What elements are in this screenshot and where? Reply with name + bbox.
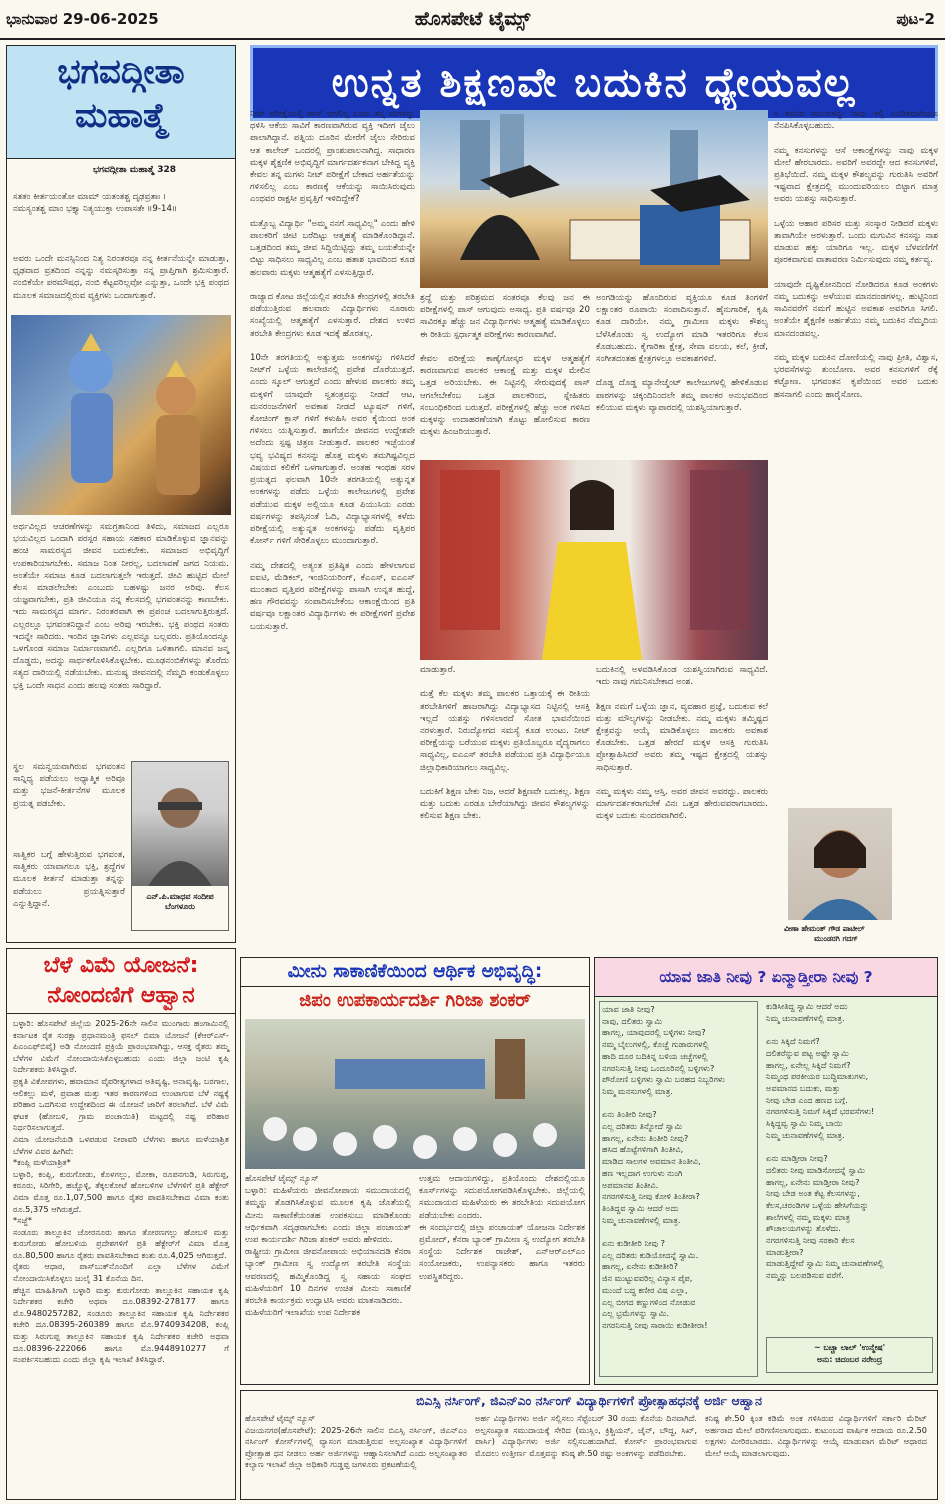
- lead-column-1: ನೀಟ್ ಪರೀಕ್ಷೆಯಲ್ಲಿ ಪಾಸ್ ಆಗಲಿಲ್ಲ ಎಂದು ತನ್ನ ಮಗಳನ್ನು ಥಳಿಸಿ ಆಕೆಯ ಸಾವಿಗೆ ಕಾರಣವಾಗಿರುವ ವ್ಯಕ್ತಿ ಇದೀಗ ಜೈಲು ಪಾಲಾಗಿದ್ದಾನೆ. ಪತ್ನಿಯ ದೂರಿನ ಮೇರೆಗೆ ಜೈಲು ಸೇರಿರುವ ಆತ ಕಾಲೇಜ್ ಒಂದರಲ್ಲಿ ಪ್ರಾಂಶುಪಾಲನಾಗಿದ್ದ. ಸಾಧಾರಣ ಮಕ್ಕಳ ಶೈಕ್ಷಣಿಕ ಅಭಿವೃದ್ಧಿಗೆ ಮಾರ್ಗದರ್ಶಕನಾಗ ಬೇಕಿದ್ದ ವ್ಯಕ್ತಿ ಕೇವಲ ತನ್ನ ಮಗಳು ನೀಟ್ ಪರೀಕ್ಷೆಗೆ ಬೇಕಾದ ಅರ್ಹತೆಯನ್ನು ಗಳಿಸಲಿಲ್ಲ ಎಂಬ ಕಾರಣಕ್ಕೆ ಆಕೆಯನ್ನು ಸಾಯಿಸಿರುವುದು ಎಂಥವರ ರಾಕ್ಷಸೀ ಪ್ರವೃತ್ತಿಗೆ ಇಳಿದಿದ್ದೇಕೆ? ಮತ್ತೊಬ್ಬ ವಿದ್ಯಾರ್ಥಿ "ಅಮ್ಮ ನನಗೆ ಸಾಧ್ಯವಿಲ್ಲ" ಎಂದು ಹೇಳಿ ಪಾಲಕರಿಗೆ ಚೀಟಿ ಬರೆದಿಟ್ಟು ಆತ್ಮಹತ್ಯೆ ಮಾಡಿಕೊಂಡಿದ್ದಾನೆ. ಒತ್ತಡದಿಂದ ತಮ್ಮ ಜೀವ ಸಿದ್ದಿಯಿಟ್ಟಿದ್ದು ತಮ್ಮ ಬಯಕೆಯನ್ನೇ ಬಿಟ್ಟು ಸಾಧಿಸಲು ಸಾಧ್ಯವಿಲ್ಲ ಎಂಬ ಹತಾಶ ಭಾವದಿಂದ ಕೂಡ ಹಲವಾರು ಮಕ್ಕಳು ಆತ್ಮಹತ್ಯೆಗೆ ಎಳಸುತ್ತಿದ್ದಾರೆ. ರಾಜ್ಯಾದ ಕೋಟ ಜಿಲ್ಲೆಯಲ್ಲಿನ ತರಬೇತಿ ಕೇಂದ್ರಗಳಲ್ಲಿ ತರಬೇತಿ ಪಡೆಯುತ್ತಿರುವ ಹಲವಾರು ವಿದ್ಯಾರ್ಥಿಗಳು ನೂರಾರು ಸಂಖ್ಯೆಯಲ್ಲಿ ಆತ್ಮಹತ್ಯೆಗೆ ಎಳಸುತ್ತಾರೆ. ದೇಶದ ಉಳಿದ ತರಬೇತಿ ಕೇಂದ್ರಗಳು ಕೂಡ ಇದಕ್ಕೆ ಹೊರತಲ್ಲ. 10ನೇ ತರಗತಿಯಲ್ಲಿ ಅತ್ಯುತ್ತಮ ಅಂಕಗಳನ್ನು ಗಳಿಸಿದರೆ ನೀಟ್‌ಗೆ ಒಳ್ಳೆಯ ಕಾಲೇಜಿನಲ್ಲಿ ಪ್ರವೇಶ ದೊರೆಯುತ್ತದೆ. ಎಂದು ಸ್ಕೂಲ್ ಆಗುತ್ತದೆ ಎಂದು ಹೇಳುವ ಪಾಲಕರು ತಮ್ಮ ಮಕ್ಕಳಿಗೆ ಯಾವುದೇ ಸ್ವತಂತ್ರವನ್ನು ನೀಡದೆ ಆಟ, ಮನರಂಜನೆಗಳಿಗೆ ಅವಕಾಶ ನೀಡದೆ ಟ್ಯೂಷನ್ ಗಳಿಗೆ, ಕೋಚಿಂಗ್ ಕ್ಲಾಸ್ ಗಳಿಗೆ ಕಳುಹಿಸಿ ಅವರ ಕೈಯಿಂದ ಅಂಕ ಗಳಿಸಲು ಯತ್ನಿಸುತ್ತಾರೆ. ಹಾಗೆಯೇ ಜೀವನದ ಉದ್ದೇಶವೇ ಅದೆಂದು ಸ್ಪಷ್ಟ ಚಿತ್ರಣ ನೀಡುತ್ತಾರೆ. ಪಾಲಕರ ಇಚ್ಛೆಯಂತೆ ಭವ್ಯ ಭವಿಷ್ಯದ ಕನಸನ್ನು ಹೊತ್ತ ಮಕ್ಕಳು ತಮಗಿಷ್ಟವಿಲ್ಲದ ವಿಷಯದ ಕಲಿಕೆಗೆ ಒಳಗಾಗುತ್ತಾರೆ. ಅಂತಹ ಇಂಥಹ ಸರಳ ಪ್ರಯತ್ನದ ಫಲವಾಗಿ 10ನೇ ತರಗತಿಯಲ್ಲಿ ಅತ್ಯುನ್ನತ ಅಂಕಗಳನ್ನು ಪಡೆದು ಒಳ್ಳೆಯ ಕಾಲೇಜುಗಳಲ್ಲಿ ಪ್ರವೇಶ ಪಡೆಯುವ ಮಕ್ಕಳ ಅಲ್ಲಿಯೂ ಕೂಡ ಪಿಯುಸಿಯ ಎರಡು ವರ್ಷಗಳನ್ನು ತಪಸ್ಸಿನಂತೆ ಓದಿ, ವಿದ್ಯಾಭ್ಯಾಸಗಳಲ್ಲಿ ಕಳೆದು ಪರೀಕ್ಷೆಯಲ್ಲಿ ಅತ್ಯುನ್ನತ ಅಂಕಗಳನ್ನು ಪಡೆದು ವೃತ್ತಿಪರ ಕೋರ್ಸ್ ಗಳಿಗೆ ಸೇರಿಕೊಳ್ಳಲು ಮುಂದಾಗುತ್ತಾರೆ. ನಮ್ಮ ದೇಶದಲ್ಲಿ ಅತ್ಯಂತ ಪ್ರತಿಷ್ಠಿತ ಎಂದು ಹೇಳಲಾಗುವ ಐಐಟಿ, ಮೆಡಿಕಲ್, ಇಂಜಿನಿಯರಿಂಗ್, ಕೆಎಎಸ್, ಐಎಎಸ್ ಮುಂತಾದ ವೃತ್ತಿಪರ ಪರೀಕ್ಷೆಗಳನ್ನು ಪಾಸಾಗಿ ಉನ್ನತ ಹುದ್ದೆ, ಹಣ ಗೌರವವನ್ನು ಸಂಪಾದಿಸಬೇಕೆಂಬ ಆಕಾಂಕ್ಷೆಯಿಂದ ಪ್ರತಿ ವರ್ಷವೂ ಲಕ್ಷಾಂತರ ವಿದ್ಯಾರ್ಥಿಗಳು ಈ ಪರೀಕ್ಷೆಗಳಿಗೆ ಪ್ರವೇಶ ಬಯಸುತ್ತಾರೆ.: [250, 109, 415, 632]
- lead-author-name: ವೀಣಾ ಹೇಮಂತ್ ಗೌಡ ಪಾಟೀಲ್: [784, 924, 865, 933]
- poem-author-name: ~ ಬಚ್ಚಾ ಲಾಲ್ 'ಉನ್ಮೇಷ': [813, 1343, 886, 1352]
- lead-headline: ಉನ್ನತ ಶಿಕ್ಷಣವೇ ಬದುಕಿನ ಧ್ಯೇಯವಲ್ಲ: [331, 60, 857, 106]
- poem-title: ಯಾವ ಜಾತಿ ನೀವು ? ಏನ್ಮಾಡ್ತೀರಾ ನೀವು ?: [659, 967, 873, 986]
- nursing-article: [240, 1390, 938, 1500]
- gita-subtitle: ಭಗವದ್ಗೀತಾ ಮಹಾತ್ಮೆ 328: [93, 165, 177, 175]
- paper-name: ಹೊಸಪೇಟೆ ಟೈಮ್ಸ್: [414, 8, 531, 30]
- gita-body-side1: [13, 761, 125, 933]
- nursing-column-1: ಹೊಸಪೇಟೆ ಟೈಮ್ಸ್ ನ್ಯೂಸ್ ವಿಜಯನಗರ(ಹೊಸಪೇಟೆ): 2025-26ನೇ ಸಾಲಿನ ಬಿಎಸ್ಸಿ ನರ್ಸಿಂಗ್, ಜಿಎನ್‌ಎಂ ನರ್ಸಿಂಗ್ ಕೋರ್ಸ್‌ಗಳಲ್ಲಿ ವ್ಯಾಸಂಗ ಮಾಡುತ್ತಿರುವ ಅಲ್ಪಸಂಖ್ಯಾತ ವಿದ್ಯಾರ್ಥಿಗಳಿಗೆ ಪ್ರೋತ್ಸಾಹ ಧನ ನೀಡಲು ಅರ್ಹ ಅರ್ಜಿಗಳನ್ನು ಆಹ್ವಾನಿಸಲಾಗಿದೆ ಎಂದು ಅಲ್ಪಸಂಖ್ಯಾತರ ಕಲ್ಯಾಣ ಇಲಾಖೆ ಜಿಲ್ಲಾ ಅಧಿಕಾರಿ ಗುಡ್ಡಪ್ಪ ಜಗಳೂರು ಪ್ರಕಟಣೆಯಲ್ಲಿ: [245, 1413, 467, 1470]
- poem-header: [595, 958, 937, 997]
- author-portrait-icon: [132, 762, 228, 886]
- insurance-body: ಬಳ್ಳಾರಿ: ಹೊಸಪೇಟೆ ಜಿಲ್ಲೆಯ 2025-26ನೇ ಸಾಲಿನ ಮುಂಗಾರು ಹಂಗಾಮಿನಲ್ಲಿ ಕರ್ನಾಟಕ ರೈತ ಸುರಕ್ಷಾ ಪ್ರಧಾನಮಂತ್ರಿ ಫಸಲ್ ಬಿಮಾ ಯೋಜನೆ (ಕೆಆರ್‌ಎಸ್-ಪಿಎಂಎಫ್‌ಬಿವೈ) ಅಡಿ ನೋಂದಣಿ ಪ್ರಕ್ರಿಯೆ ಪ್ರಾರಂಭವಾಗಿದ್ದು, ಆಸಕ್ತ ರೈತರು ತಮ್ಮ ಬೆಳೆಗಳ ವಿಮೆಗೆ ನೋಂದಾಯಿಸಿಕೊಳ್ಳಬಹುದು ಎಂದು ಜಿಲ್ಲಾ ಜಂಟಿ ಕೃಷಿ ನಿರ್ದೇಶಕರು ತಿಳಿಸಿದ್ದಾರೆ. ಪ್ರಕೃತಿ ವಿಕೋಪಗಳು, ಹವಾಮಾನ ವೈಪರೀತ್ಯಗಳಾದ ಅತಿವೃಷ್ಟಿ, ಅನಾವೃಷ್ಟಿ, ಬರಗಾಲ, ಆಲಿಕಲ್ಲು ಮಳೆ, ಪ್ರವಾಹ ಮತ್ತು ಇತರ ಕಾರಣಗಳಿಂದ ಉಂಟಾಗುವ ಬೆಳೆ ನಷ್ಟಕ್ಕೆ ಪರಿಹಾರ ಒದಗಿಸುವ ಉದ್ದೇಶದಿಂದ ಈ ಯೋಜನೆ ಜಾರಿಗೆ ತರಲಾಗಿದೆ. ಬೆಳೆ ವಿಮೆ ಘಟಕ (ಹೋಬಳಿ, ಗ್ರಾಮ ಪಂಚಾಯಿತಿ) ಮಟ್ಟದಲ್ಲಿ ನಷ್ಟ ಪರಿಹಾರ ನಿರ್ಧರಿಸಲಾಗುತ್ತದೆ. ವಿಮಾ ಯೋಜನೆಯಡಿ ಒಳಪಡುವ ನೀರಾವರಿ ಬೆಳೆಗಳು ಹಾಗೂ ಮಳೆಯಾಶ್ರಿತ ಬೆಳೆಗಳ ವಿವರ ಹೀಗಿವೆ: *ಕಂಪ್ಲಿ ಮಳೆಯಾಶ್ರಿತ* ಬಳ್ಳಾರಿ, ಕಂಪ್ಲಿ, ಕುರುಗೋಡು, ಕೊಳಗಲ್ಲು, ಮೋಕಾ, ರೂಪನಗುಡಿ, ಸಿರುಗುಪ್ಪ, ಕರೂರು, ಸಿರಿಗೇರಿ, ಹಚ್ಚೊಳ್ಳಿ, ತೆಕ್ಕಲಕೋಟೆ ಹೋಬಳಿಗಳ ಬೆಳೆಗಳಿಗೆ ಪ್ರತಿ ಹೆಕ್ಟೇರ್ ವಿಮಾ ಮೊತ್ತ ರೂ.1,07,500 ಹಾಗೂ ರೈತರ ಪಾವತಿಸಬೇಕಾದ ವಿಮಾ ಕಂತು ರೂ.5,375 ಆಗಿರುತ್ತದೆ. *ಸಜ್ಜೆ* ಸಂಡೂರು ತಾಲ್ಲೂಕಿನ ಚೋರನೂರು ಹಾಗೂ ತೋರಣಗಲ್ಲು ಹೋಬಳಿ ಮತ್ತು ಕುರುಗೋಡು ಹೋಬಳಿಯ ಪ್ರದೇಶಗಳಿಗೆ ಪ್ರತಿ ಹೆಕ್ಟೇರ್‌ಗೆ ವಿಮಾ ಮೊತ್ತ ರೂ.80,500 ಹಾಗೂ ರೈತರು ಪಾವತಿಸಬೇಕಾದ ಕಂತು ರೂ.4,025 ಆಗಿರುತ್ತದೆ. ರೈತರು ಆಧಾರ, ಪಾಸ್‌ಬುಕ್‌ನೊಂದಿಗೆ ಎಲ್ಲಾ ಬೆಳೆಗಳ ವಿಮೆಗೆ ನೋಂದಾಯಿಸಿಕೊಳ್ಳಲು ಜುಲೈ 31 ಕೊನೆಯ ದಿನ. ಹೆಚ್ಚಿನ ಮಾಹಿತಿಗಾಗಿ ಬಳ್ಳಾರಿ ಮತ್ತು ಕುರುಗೋಡು ತಾಲ್ಲೂಕಿನ ಸಹಾಯಕ ಕೃಷಿ ನಿರ್ದೇಶಕರ ಕಚೇರಿ ಅಥವಾ ದೂ.08392-278177 ಹಾಗೂ ಮೊ.9480257282, ಸಂಡೂರು ತಾಲ್ಲೂಕಿನ ಸಹಾಯಕ ಕೃಷಿ ನಿರ್ದೇಶಕರ ಕಚೇರಿ ದೂ.08395-260389 ಹಾಗೂ ಮೊ.9740934208, ಕಂಪ್ಲಿ ಮತ್ತು ಸಿರುಗುಪ್ಪ ತಾಲ್ಲೂಕಿನ ಸಹಾಯಕ ಕೃಷಿ ನಿರ್ದೇಶಕರ ಕಚೇರಿ ಅಥವಾ ದೂ.08396-222066 ಹಾಗೂ ಮೊ.9448910277 ಗೆ ಸಂಪರ್ಕಿಸಬಹುದು ಎಂದು ಜಿಲ್ಲಾ ಕೃಷಿ ಇಲಾಖೆ ತಿಳಿಸಿದ್ದಾರೆ.: [13, 1018, 229, 1365]
- fish-training-image: [245, 1019, 585, 1169]
- graduation-books-image: [420, 110, 768, 288]
- gita-author-photo: [132, 762, 228, 886]
- meeting-scene-icon: [245, 1019, 585, 1169]
- gita-body-side1-text: ಸ್ಥಲ ಸಮನ್ವಯವಾಗಿರುವ ಭಗವಂತನ ಸಾನ್ನಿಧ್ಯ ಪಡೆಯಲು ಅಧ್ಯಾತ್ಮಿಕ ಅರಿವೂ ಮತ್ತು ಭಜನೆ-ಕೀರ್ತನೆಗಳ ಮೂಲಕ ಪ್ರಯತ್ನ ಪಡಬೇಕು.: [13, 762, 125, 809]
- masthead: [0, 0, 945, 40]
- fish-column-1: ಹೊಸಪೇಟೆ ಟೈಮ್ಸ್ ನ್ಯೂಸ್ ಬಳ್ಳಾರಿ: ಮಹಿಳೆಯರು ಜೀವನೋಪಾಯ ಸಮುದಾಯದಲ್ಲಿ ತಮ್ಮನ್ನು ತೊಡಗಿಸಿಕೊಳ್ಳುವ ಮೂಲಕ ಕೃಷಿ ಜೊತೆಯಲ್ಲಿ ಮೀನು ಸಾಕಾಣಿಕೆಯಂತಹ ಉಪಕಸುಬು ಮಾಡಿಕೊಂಡು ಆರ್ಥಿಕವಾಗಿ ಸದೃಢರಾಗಬೇಕು ಎಂದು ಜಿಲ್ಲಾ ಪಂಚಾಯತ್ ಉಪ ಕಾರ್ಯದರ್ಶಿ ಗಿರಿಜಾ ಶಂಕರ್ ಅವರು ಹೇಳಿದರು. ರಾಷ್ಟ್ರೀಯ ಗ್ರಾಮೀಣ ಜೀವನೋಪಾಯ ಅಭಿಯಾನದಡಿ ಕೆನರಾ ಬ್ಯಾಂಕ್ ಗ್ರಾಮೀಣ ಸ್ವ ಉದ್ಯೋಗ ತರಬೇತಿ ಸಂಸ್ಥೆಯ ಆವರಣದಲ್ಲಿ ಹಮ್ಮಿಕೊಂಡಿದ್ದ ಸ್ವ ಸಹಾಯ ಸಂಘದ ಮಹಿಳೆಯರಿಗೆ 10 ದಿನಗಳ ಉಚಿತ ಮೀನು ಸಾಕಾಣಿಕೆ ತರಬೇತಿ ಕಾರ್ಯಕ್ರಮ ಉದ್ಘಾಟಿಸಿ ಅವರು ಮಾತನಾಡಿದರು. ಮಹಿಳೆಯರಿಗೆ ಇಲಾಖೆಯ ಉಪ ನಿರ್ದೇಶಕ: [245, 1174, 411, 1319]
- poem-column-2-text: ಕುಡಿಸೀತಿದ್ದ ಸ್ವಾಮಿ ಆದರೆ ಅದು ನಿಮ್ಮ ಚುನಾವಣೆಗಳಲ್ಲಿ ಮಾತ್ರ. ಏನು ಸಿಕ್ಕಿದೆ ನಿಮಗೆ? ದಲಿತರೆನ್ನುವ ಪಟ್ಟ ಅಷ್ಟೇ ಸ್ವಾಮಿ ಹಾಗಲ್ಲ, ಏನೇಲ್ಲ ಸಿಕ್ಕಿದೆ ನಿಮಗೆ? ನಿಮ್ಮಂಥ ಪರಕೀಯರ ಬುದ್ಧಿಮಾತುಗಳು, ಅವಮಾನದ ಬದುಕು, ಮತ್ತು ನೀವು ಬೇಡ ಎಂದ ಹಣದ ಬಗ್ಗೆ. ನಗರಗಳಿಸುತ್ತಿ ನಿಮಗೆ ಸಿಕ್ಕಿದೆ ಭರವಸೆಗಳು! ಸಿಕ್ಕಿದ್ದವ್ವ ಸ್ವಾಮಿ ನಿಮ್ಮ ಬಾಯಿ ನಿಮ್ಮ ಚುನಾವಣೆಗಳಲ್ಲಿ ಮಾತ್ರ. ಏನು ಮಾಡ್ತೀರಾ ನೀವು? ದಲಿತರು ನೀವು ಮಾಡಿಸೋದನ್ನೆ ಸ್ವಾಮಿ ಹಾಗಲ್ಲ, ಏನೇನು ಮಾಡ್ತೀರಾ ನೀವು? ನೀವು ಬೇಡ ಅಂತ ಕೆಟ್ಟ ಕೆಲಸಗಳನ್ನು, ಕೆಲಸ,ಚರಂಡಿಗಳ ಒಳ್ಳೆಯ ಹೇಸಿಗೆಯನ್ನು ಶಾಲೆಗಳಲ್ಲಿ ನಮ್ಮ ಮಕ್ಕಳು ಮಾತ್ರ ಶೌಚಾಲಯಗಳನ್ನು ತೊಳೆದು. ನಗರಗಳಿಸುತ್ತಿ ನೀವು ಸರಕಾರಿ ಕೆಲಸ ಮಾಡುತ್ತೀರಾ? ಮಾಡುತ್ತಿದ್ದೇವೆ ಸ್ವಾಮಿ ನಿಮ್ಮ ಚುನಾವಣೆಗಳಲ್ಲಿ ನಮ್ಮನ್ನು ಬಲಪಡಿಸುವ ವರೆಗೆ.: [766, 1001, 884, 1281]
- krishna-figure-icon: [11, 315, 231, 515]
- lead-author-box: [784, 808, 932, 946]
- nursing-headline: ಬಿಎಸ್ಸಿ ನರ್ಸಿಂಗ್, ಜಿಎನ್‌ಎಂ ನರ್ಸಿಂಗ್ ವಿದ್ಯಾರ್ಥಿಗಳಿಗೆ ಪ್ರೋತ್ಸಾಹಧನಕ್ಕೆ ಅರ್ಜಿ ಆಹ್ವಾನ: [416, 1393, 762, 1408]
- fish-title-line2: ಜಿಪಂ ಉಪಕಾರ್ಯದರ್ಶಿ ಗಿರಿಜಾ ಶಂಕರ್: [299, 990, 531, 1011]
- poem-column-2: [766, 1001, 933, 1377]
- insurance-title-line1: ಬೆಳೆ ವಿಮೆ ಯೋಜನೆ:: [43, 953, 199, 978]
- gita-title-line1: ಭಗವದ್ಗೀತಾ: [57, 52, 185, 92]
- lead-author-place: ಮುಂಡರಗಿ ಗದಗ್: [814, 934, 858, 943]
- gita-author-place: ಬೆಂಗಳೂರು: [165, 902, 195, 911]
- gita-body-side2-text: ಸಾತ್ವಿಕರ ಬಗ್ಗೆ ಹೇಳುತ್ತಿರುವ ಭಗವಂತ, ಸಾತ್ವಿಕರು ಯಾವಾಗಲೂ ಭಕ್ತಿ, ಶ್ರದ್ಧೆಗಳ ಮೂಲಕ ಕೀರ್ತನೆ ಮಾಡುತ್ತಾ ತನ್ನನ್ನು ಪಡೆಯಲು ಪ್ರಯತ್ನಿಸುತ್ತಾರೆ ಎನ್ನುತ್ತಿದ್ದಾನೆ.: [13, 850, 125, 909]
- lead-column-2: ಶ್ರದ್ಧೆ ಮತ್ತು ಪರಿಶ್ರಮದ ಸಂತರವೂ ಕೆಲವು ಜನ ಈ ಪರೀಕ್ಷೆಗಳಲ್ಲಿ ಪಾಸ್ ಆಗುವುದು ಅಸಾಧ್ಯ. ಪ್ರತಿ ವರ್ಷವೂ 20 ಸಾವಿರಕ್ಕೂ ಹೆಚ್ಚು ಜನ ವಿದ್ಯಾರ್ಥಿಗಳು ಆತ್ಮಹತ್ಯೆ ಮಾಡಿಕೊಳ್ಳಲು ಈ ರೀತಿಯ ಸ್ಪರ್ಧಾತ್ಮಕ ಪರೀಕ್ಷೆಗಳು ಕಾರಣವಾಗಿವೆ. ಕೇವಲ ಪರೀಕ್ಷೆಯ ಕಾಣ್ಕೆಗೋಸ್ಕರ ಮಕ್ಕಳ ಆತ್ಮಹತ್ಯೆಗೆ ಕಾರಣವಾಗುವ ಪಾಲಕರ ಆಕಾಂಕ್ಷೆ ಮತ್ತು ಮಕ್ಕಳ ಮೇಲಿನ ಒತ್ತಡ ಅರಿಯಬೇಕು. ಈ ನಿಟ್ಟಿನಲ್ಲಿ ಸೇರುವುದಕ್ಕೆ ಪಾಸ್ ಆಗಲೇಬೇಕೆಂಬ ಒತ್ತಡ ಪಾಲಕರಿಂದ, ಸ್ನೇಹಿತರು ಸಂಬಂಧಿಕರಿಂದ ಬರುತ್ತದೆ. ಪರೀಕ್ಷೆಗಳಲ್ಲಿ ಹೆಚ್ಚು ಅಂಕ ಗಳಿಸಿದ ಮಕ್ಕಳನ್ನು ಉದಾಹರಣೆಯಾಗಿ ಕೊಟ್ಟು ಹೋಲಿಸುವ ಕಾರಣ ಮಕ್ಕಳು ಹಿಂಜರಿಯುತ್ತಾರೆ.: [420, 293, 590, 438]
- lead-author-photo: [788, 808, 892, 920]
- gita-author-box: [131, 761, 229, 931]
- nursing-column-2: ಅರ್ಹ ವಿದ್ಯಾರ್ಥಿಗಳು ಅರ್ಜಿ ಸಲ್ಲಿಸಲು ಸೆಪ್ಟೆಂಬರ್ 30 ರಂದು ಕೊನೆಯ ದಿನವಾಗಿದೆ. ಅಲ್ಪಸಂಖ್ಯಾತ ಸಮುದಾಯಕ್ಕೆ ಸೇರಿದ (ಮುಸ್ಲಿಂ, ಕ್ರಿಶ್ಚಿಯನ್, ಜೈನ್, ಬೌದ್ಧ, ಸಿಖ್, ಪಾರ್ಸಿ) ವಿದ್ಯಾರ್ಥಿಗಳು ಅರ್ಜಿ ಸಲ್ಲಿಸಬಹುದಾಗಿದೆ. ಕೋರ್ಸ್ ಪ್ರಾರಂಭವಾಗುವ ಮೊದಲು ಉತ್ತೀರ್ಣ ಮೊತ್ತವನ್ನು ಕನಿಷ್ಠ ಶೇ.50 ರಷ್ಟು ಅಂಕಗಳನ್ನು ಪಡೆದಿರಬೇಕು.: [475, 1413, 697, 1458]
- lead-column-2b: ಮಾಡುತ್ತಾರೆ. ಮತ್ತೆ ಕೆಲ ಮಕ್ಕಳು ತಮ್ಮ ಪಾಲಕರ ಒತ್ತಾಯಕ್ಕೆ ಈ ರೀತಿಯ ತರಬೇತಿಗಳಿಗೆ ಹಾಜರಾಗಿದ್ದು ವಿದ್ಯಾಭ್ಯಾಸದ ನಿಟ್ಟಿನಲ್ಲಿ ಆಸಕ್ತಿ ಇಲ್ಲದೆ ಯಶಸ್ಸು ಗಳಿಸಲಾರದೆ ಸೋತ ಭಾವನೆಯಿಂದ ನರಳುತ್ತಾರೆ. ನಿರುದ್ಯೋಗದ ಸಮಸ್ಯೆ ಕೂಡ ಉಂಟು. ನೀಟ್ ಪರೀಕ್ಷೆಯನ್ನು ಬರೆಯುವ ಮಕ್ಕಳು ಪ್ರತಿಯೊಬ್ಬರೂ ವೈದ್ಯರಾಗಲು ಸಾಧ್ಯವಿಲ್ಲ, ಐಎಎಸ್ ತರಬೇತಿ ಪಡೆಯುವ ಪ್ರತಿ ವಿದ್ಯಾರ್ಥಿಯೂ ಜಿಲ್ಲಾಧಿಕಾರಿಯಾಗಲು ಸಾಧ್ಯವಿಲ್ಲ. ಬದುಕಿಗೆ ಶಿಕ್ಷಣ ಬೇಕು ನಿಜ, ಆದರೆ ಶಿಕ್ಷಣವೇ ಬದುಕಲ್ಲ. ಶಿಕ್ಷಣ ಮತ್ತು ಬದುಕು ಎರಡೂ ಬೇರೆಯಾಗಿದ್ದು ಜೀವನ ಕೌಶಲ್ಯಗಳನ್ನು ಕಲಿಸುವ ಶಿಕ್ಷಣ ಬೇಕು.: [420, 665, 590, 822]
- nursing-column-3: ಕನಿಷ್ಟ ಶೇ.50 ಕ್ಕಿಂತ ಕಡಿಮೆ ಅಂಕ ಗಳಿಸಿರುವ ವಿದ್ಯಾರ್ಥಿಗಳಿಗೆ ಸರ್ಕಾರಿ ಮೆರಿಟ್ ಅರ್ಹರಾದ ಮೇಲೆ ಪರಿಗಣಿಸಲಾಗುವುದು. ಕುಟುಂಬದ ವಾರ್ಷಿಕ ಆದಾಯ ರೂ.2.50 ಲಕ್ಷಗಳು ಮೀರಿರಬಾರದು. ವಿದ್ಯಾರ್ಥಿಗಳನ್ನು ಆಯ್ಕೆ ಮಾಡುವಾಗ ಮೆರಿಟ್ ಆಧಾರದ ಮೇಲೆ ಆಯ್ಕೆ ಮಾಡಲಾಗುವುದು.: [705, 1413, 927, 1458]
- lead-author-portrait-icon: [788, 808, 892, 920]
- krishna-arjuna-image: [11, 315, 231, 515]
- insurance-header: [7, 949, 235, 1014]
- poem-author-credit: ಅನು: ಚಿದಂಬರ ನರೇಂದ್ರ: [816, 1354, 883, 1364]
- lead-column-3: ಅಂಗಡಿಯನ್ನು ಹೊಂದಿರುವ ವ್ಯಕ್ತಿಯೂ ಕೂಡ ತಿಂಗಳಿಗೆ ಲಕ್ಷಾಂತರ ರೂಪಾಯಿ ಸಂಪಾದಿಸುತ್ತಾನೆ. ಹೈನುಗಾರಿಕೆ, ಕೃಷಿ ಕೂಡ ದಾರಿಯೇ. ನಮ್ಮ ಗ್ರಾಮೀಣ ಮಕ್ಕಳು ಕೌಶಲ್ಯ ಬೆಳೆಸಿಕೊಂಡು ಸ್ವ ಉದ್ಯೋಗ ಮಾಡಿ ಇತರರಿಗೂ ಕೆಲಸ ಕೊಡಬಹುದು. ಕೈಗಾರಿಕಾ ಕ್ಷೇತ್ರ, ಸೇವಾ ವಲಯ, ಕಲೆ, ಕ್ರೀಡೆ, ಸಂಗೀತದಂತಹ ಕ್ಷೇತ್ರಗಳಲ್ಲೂ ಅವಕಾಶಗಳಿವೆ. ದೊಡ್ಡ ದೊಡ್ಡ ಮ್ಯಾನೇಜ್ಮೆಂಟ್ ಕಾಲೇಜುಗಳಲ್ಲಿ ಹೇಳಿಕೊಡುವ ಪಾಠಗಳನ್ನು ಚಿಕ್ಕಂದಿನಿಂದಲೇ ತಮ್ಮ ಪಾಲಕರ ಅನುಭವದಿಂದ ಕಲಿಯುವ ಮಕ್ಕಳು ವ್ಯಾಪಾರದಲ್ಲಿ ಯಶಸ್ವಿಯಾಗುತ್ತಾರೆ.: [596, 293, 768, 413]
- gita-header: [7, 46, 235, 159]
- gita-author-name: ಎನ್.ಪಿ.ಮಾಧವ ಸಂದೀಪ: [146, 892, 214, 901]
- fish-column-2: ಉತ್ತಮ ಆದಾಯಗಳಿದ್ದು, ಪ್ರತಿಯೊಂದು ದೇಶದಲ್ಲಿಯೂ ಕೂರ್ಸ್‌ಗಳನ್ನು ಸದುಪಯೋಗಪಡಿಸಿಕೊಳ್ಳಬೇಕು. ಜಿಲ್ಲೆಯಲ್ಲಿ ಸಮುದಾಯದ ಮಹಿಳೆಯರು ಈ ತರಬೇತಿಯ ಸದುಪಯೋಗ ಪಡೆಯಬೇಕು ಎಂದರು. ಈ ಸಂದರ್ಭದಲ್ಲಿ ಜಿಲ್ಲಾ ಪಂಚಾಯತ್ ಯೋಜನಾ ನಿರ್ದೇಶಕ ಪ್ರಮೋದ್, ಕೆನರಾ ಬ್ಯಾಂಕ್ ಗ್ರಾಮೀಣ ಸ್ವ ಉದ್ಯೋಗ ತರಬೇತಿ ಸಂಸ್ಥೆಯ ನಿರ್ದೇಶಕ ರಾಜೇಶ್, ಎನ್‌ಆರ್‌ಎಲ್‌ಎಂ ಸಂಯೋಜಕರು, ಉಪನ್ಯಾಸಕರು ಹಾಗೂ ಇತರರು ಉಪಸ್ಥಿತರಿದ್ದರು.: [419, 1174, 585, 1282]
- gita-verse: ಸತತಂ ಕೀರ್ತಯಂತೋ ಮಾಮ್ ಯತಂತಶ್ಚ ದೃಢವ್ರತಾಃ । ನಮಸ್ಯಂತಶ್ಚ ಮಾಂ ಭಕ್ತ್ಯಾ ನಿತ್ಯಯುಕ್ತಾ ಉಪಾಸತೇ ॥9-14॥: [13, 192, 178, 215]
- page-number: ಪುಟ-2: [896, 10, 935, 28]
- insurance-title-line2: ನೋಂದಣಿಗೆ ಆಹ್ವಾನ: [47, 983, 195, 1008]
- graduation-cap-icon: [420, 110, 768, 288]
- insurance-article: [6, 948, 236, 1500]
- poem-article: [594, 957, 938, 1385]
- issue-date: ಭಾನುವಾರ 29-06-2025: [6, 10, 159, 28]
- poem-author-box: [766, 1337, 933, 1373]
- fish-title-line1: ಮೀನು ಸಾಕಾಣಿಕೆಯಿಂದ ಆರ್ಥಿಕ ಅಭಿವೃದ್ಧಿ:: [241, 958, 589, 987]
- lead-column-3b: ಬದುಕಿನಲ್ಲಿ ಅಳವಡಿಸಿಕೊಂಡ ಯಶಸ್ವಿಯಾಗಿರುವ ಸಾಧ್ಯವಿದೆ. ಇದು ನಾವು ಗಮನಿಸಬೇಕಾದ ಅಂಶ. ಶಿಕ್ಷಣ ನಮಗೆ ಒಳ್ಳೆಯ ಜ್ಞಾನ, ವ್ಯವಹಾರ ಪ್ರಜ್ಞೆ, ಬದುಕುವ ಕಲೆ ಮತ್ತು ಮೌಲ್ಯಗಳನ್ನು ನೀಡಬೇಕು. ನಮ್ಮ ಮಕ್ಕಳು ತಮ್ಮಿಷ್ಟದ ಕ್ಷೇತ್ರವನ್ನು ಆಯ್ಕೆ ಮಾಡಿಕೊಳ್ಳಲು ಪಾಲಕರು ಅವಕಾಶ ಕೊಡಬೇಕು. ಒತ್ತಡ ಹೇರದೆ ಮಕ್ಕಳ ಆಸಕ್ತಿ ಗುರುತಿಸಿ ಪ್ರೋತ್ಸಾಹಿಸಿದರೆ ಅವರು ತಮ್ಮ ಇಷ್ಟದ ಕ್ಷೇತ್ರದಲ್ಲಿ ಯಶಸ್ಸು ಸಾಧಿಸುತ್ತಾರೆ. ನಮ್ಮ ಮಕ್ಕಳು ನಮ್ಮ ಆಸ್ತಿ. ಅವರ ಜೀವನ ಅವರದ್ದು. ಪಾಲಕರು ಮಾರ್ಗದರ್ಶಕರಾಗಬೇಕೆ ವಿನಃ ಒತ್ತಡ ಹೇರುವವರಾಗಬಾರದು. ಮಕ್ಕಳ ಬದುಕು ಸುಂದರವಾಗಿರಲಿ.: [596, 665, 768, 822]
- fish-article: [240, 957, 590, 1385]
- gita-body-main: ಅರ್ಥವಿಲ್ಲದ ಆಚರಣೆಗಳನ್ನು ಸಮಗ್ರತಾನಿಂದ ತಿಳಿದು, ಸಮಾಜದ ಎಲ್ಲರೂ ಭಯವಿಲ್ಲದ ಒಂದಾಗಿ ಪರಸ್ಪರ ಸಹಾಯ ಸಹಕಾರ ಮಾಡಿಕೊಳ್ಳುವ ಜ್ಞಾನವನ್ನು ಹಂಚಿ ಸಾಮರಸ್ಯದ ಜೀವನ ಬದುಕಬೇಕು. ಸಮಾಜದ ಅಭಿವೃದ್ಧಿಗೆ ಉಪಕಾರಿಯಾಗಬೇಕು. ಸಮಾಜ ನಿಂತ ನೀರಲ್ಲ, ಬದಲಾವಣೆ ಜಗದ ನಿಯಮ. ಅಂತೆಯೇ ಸಮಾಜ ಕೂಡ ಬದಲಾಗುತ್ತಲೇ ಇರುತ್ತದೆ. ಜೀವಿ ಹುಟ್ಟಿದ ಮೇಲೆ ಕೆಲಸ ಮಾಡಲೇಬೇಕು ಎಂಬುದು ಬಹಳಷ್ಟು ಜನರ ಅರಿವು. ಕೆಲಸ ಯಜ್ಞವಾಗಬೇಕು, ಪ್ರತಿ ಜೀವಿಯೂ ನನ್ನ ಕೆಲಸದಲ್ಲಿ ಭಗವಂತನನ್ನು ಕಾಣಬೇಕು. ಇದು ಸಾಮರಸ್ಯದ ಮಾರ್ಗ. ನಿರಂತರವಾಗಿ ಈ ಪ್ರಪಂಚ ಬದಲಾಗುತ್ತಿರುತ್ತದೆ. ಎಲ್ಲರಲ್ಲೂ ಭಗವಂತನಿದ್ದಾನೆ ಎಂಬ ಅರಿವು ಇರಬೇಕು. ಭಕ್ತಿ ಪಂಥದ ಸಂತರು ಇದನ್ನೇ ಸಾರಿದರು. ಇಂದಿನ ಜ್ಞಾನಿಗಳು ಎಲ್ಲವನ್ನೂ ಬಲ್ಲವರು. ಪ್ರತಿಯೊಂದನ್ನೂ ಒಳಗೊಂಡ ಸಮಾಜ ನಿರ್ಮಾಣವಾಗಲಿ. ಎಲ್ಲರಿಗೂ ಒಳಿತಾಗಲಿ. ಮಾನವ ಜನ್ಮ ದೊಡ್ಡದು, ಅದನ್ನು ಸಾರ್ಥಕಗೊಳಿಸಿಕೊಳ್ಳಬೇಕು. ಮೂಢನಂಬಿಕೆಗಳನ್ನು ತೊರೆದು ಸತ್ಯದ ದಾರಿಯಲ್ಲಿ ನಡೆಯಬೇಕು. ಮನುಷ್ಯ ಜೀವನದಲ್ಲಿ ನೆಮ್ಮದಿ ಕಂಡುಕೊಳ್ಳಲು ಭಕ್ತಿ ಒಂದೇ ಸಾಧನ ಎಂದು ಹಲವು ಸಂತರು ಸಾರಿದ್ದಾರೆ.: [13, 522, 229, 691]
- gita-body-intro: ಅವರು ಒಂದೇ ಮನಸ್ಸಿನಿಂದ ನಿತ್ಯ ನಿರಂತರವೂ ನನ್ನ ಕೀರ್ತನೆಯನ್ನೇ ಮಾಡುತ್ತಾ, ಧೃಢವಾದ ವ್ರತದಿಂದ ನನ್ನನ್ನು ನಮಸ್ಕರಿಸುತ್ತಾ ನನ್ನ ಪ್ರಾಪ್ತಿಗಾಗಿ ಶ್ರಮಿಸುತ್ತಾರೆ. ನಂಬಿಕೆಯೇ ಪರಮೌಷಧ, ನಂಬಿ ಕೆಟ್ಟವರಿಲ್ಲವೋ ಎನ್ನುತ್ತಾ, ಒಂದೇ ಭಕ್ತಿ ಪಂಥದ ಮೂಲಕ ಸಮಾಜದಲ್ಲಿರುವ ವ್ಯಕ್ತಿಗಳು ಒಂದಾಗುತ್ತಾರೆ.: [13, 254, 229, 301]
- girl-figure-icon: [420, 460, 768, 660]
- gita-article: [6, 45, 236, 943]
- gita-title-line2: ಮಹಾತ್ಮೆ: [75, 96, 167, 136]
- lead-column-4: ನ ಕವನದ ಸಾಲುಗಳನ್ನು ನಾವು ಇಲ್ಲಿ ಎಂದಿತವಾಗಿಯೂ ನೆನಪಿಸಿಕೊಳ್ಳಬಹುದು. ನಮ್ಮ ಕನಸುಗಳನ್ನು ಆಸೆ ಆಕಾಂಕ್ಷೆಗಳನ್ನು ನಾವು ಮಕ್ಕಳ ಮೇಲೆ ಹೇರಬಾರದು. ಅವರಿಗೆ ಅವರದ್ದೇ ಆದ ಕನಸುಗಳಿವೆ, ಪ್ರತಿಭೆಯಿದೆ. ನಮ್ಮ ಮಕ್ಕಳ ಕೌಶಲ್ಯವನ್ನು ಗುರುತಿಸಿ ಅವರಿಗೆ ಇಷ್ಟವಾದ ಕ್ಷೇತ್ರದಲ್ಲಿ ಮುಂದುವರಿಯಲು ಬಿಟ್ಟಾಗ ಮಾತ್ರ ಅವರು ಯಶಸ್ಸು ಸಾಧಿಸುತ್ತಾರೆ. ಒಳ್ಳೆಯ ಆಹಾರ ಪರಿಸರ ಮತ್ತು ಸಂಸ್ಕಾರ ನೀಡಿದರೆ ಮಕ್ಕಳು ತಾವಾಗಿಯೇ ಅರಳುತ್ತಾರೆ. ಒಂದು ಮಗುವಿನ ಕನಸನ್ನು ನಾಶ ಮಾಡುವ ಹಕ್ಕು ಯಾರಿಗೂ ಇಲ್ಲ. ಮಕ್ಕಳ ಬೆಳವಣಿಗೆಗೆ ಪೂರಕವಾಗುವ ವಾತಾವರಣ ನಿರ್ಮಿಸುವುದು ನಮ್ಮ ಕರ್ತವ್ಯ. ಯಾವುದೇ ದೃಷ್ಟಿಕೋನದಿಂದ ನೋಡಿದರೂ ಕೂಡ ಅಂಕಗಳು ನಮ್ಮ ಬದುಕನ್ನು ಅಳೆಯುವ ಮಾನದಂಡಗಳಲ್ಲ. ಹುಟ್ಟಿನಿಂದ ಸಾವಿನವರೆಗೆ ನಮಗೆ ಹುಟ್ಟಿನ ಅವಕಾಶ ಅವರಿಗೂ ಸಿಗಲಿ. ಅಂತೆಯೇ ಶೈಕ್ಷಣಿಕ ಅರ್ಹತೆಯು ನಮ್ಮ ಬದುಕಿನ ನೆಮ್ಮದಿಯ ಮಾನದಂಡವಲ್ಲ. ನಮ್ಮ ಮಕ್ಕಳ ಬದುಕಿನ ದೋಣಿಯಲ್ಲಿ ನಾವು ಪ್ರೀತಿ, ವಿಶ್ವಾಸ, ಭರವಸೆಗಳನ್ನು ತುಂಬೋಣ. ಅವರ ಕನಸುಗಳಿಗೆ ರೆಕ್ಕೆ ಕಟ್ಟೋಣ. ಭಗವಂತನ ಕೃಪೆಯಿಂದ ಅವರ ಬದುಕು ಹಸನಾಗಲಿ ಎಂದು ಹಾರೈಸೋಣ.: [774, 109, 938, 400]
- poem-column-1: ಯಾವ ಜಾತಿ ನೀವು? ನಾವು, ದಲಿತರು ಸ್ವಾಮಿ ಹಾಗಲ್ಲ, ಯಾವುದರಲ್ಲಿ ಬಳ್ಳಿಗಳು ನೀವು? ನಮ್ಮ ಬೈಲುಗಳಲ್ಲಿ, ಕೊಚ್ಚೆ ಗುಡಾರುಗಳಲ್ಲಿ ಹಾದಿ ದೂರ ಬದಿಕಿನ್ನ ಬಳಿಯ ಚಚ್ಚೆಗಳಲ್ಲಿ ನಗರನಿಸುತ್ತಿ ನೀವು ಒಂದೂರಿನಲ್ಲಿ ಬಳ್ಳಿಗಳು? ಪೌರೋಣಿ ಬಳ್ಳಿಗಳು ಸ್ವಾಮಿ ಬರಹದ ನಿಬ್ಬರಿಗಳು ನಿಮ್ಮ ಮನಸುಗಳಲ್ಲಿ ಮಾತ್ರ. ಏನು ತಿಂತೀರಿ ನೀವು? ಎಲ್ಲ ದರಿತರು ತಿನ್ನೋದೆ ಸ್ವಾಮಿ ಹಾಗಲ್ಲ, ಏನೇನು ತಿಂತೀರಿ ನೀವು? ಹಸಿದ ಹೊಟ್ಟೆಗಳಿಗಾಗಿ ತಿಂತೀವಿ, ಮಾಡಿದ ಸಾಲಗಳ ಅವಮಾನ ತಿಂತೀವಿ, ಹಣ ಇಲ್ಲದಾಗ ಉಗುಳು ನುಂಗಿ ಅಪಮಾನವ ತಿಂತೀವಿ. ನಗರಗಳಿಸುತ್ತಿ ನೀವು ಕೋಳಿ ತಿಂತೀರಾ? ತಿಂತಿದ್ದವ ಸ್ವಾಮಿ ಆದರೆ ಅದು ನಿಮ್ಮ ಚುನಾವಣೆಗಳಲ್ಲಿ ಮಾತ್ರ. ಏನು ಕುಡೀತೀರಿ ನೀವು ? ಎಲ್ಲ ದರಿತರು ಕುಡಿಯೋದನ್ನೆ ಸ್ವಾಮಿ. ಹಾಗಲ್ಲ, ಏನೇನು ಕುಡೀತೀರಿ? ಜಿನ ಮುಟ್ಟುವವರಿಲ್ಲ ವಿನ್ಯಾಸ ಪೈಪ, ಮುಂದೆ ಬದ್ಧ ಕಣೀರ ವಿಷ ಎಲ್ಲಾ, ಎಲ್ಲ ಬೀಗದ ಕಣ್ಣುಗಳಿಂದ ನೋಡುವ ಎಲ್ಲ ಭ್ರಮೆಗಳನ್ನು ಸ್ವಾಮಿ. ನಗರನಿಸುತ್ತಿ ನೀವು ಸಾರಾಯಿ ಕುಡೀತೀರಾ!: [599, 1001, 758, 1377]
- girl-yellow-dress-image: [420, 460, 768, 660]
